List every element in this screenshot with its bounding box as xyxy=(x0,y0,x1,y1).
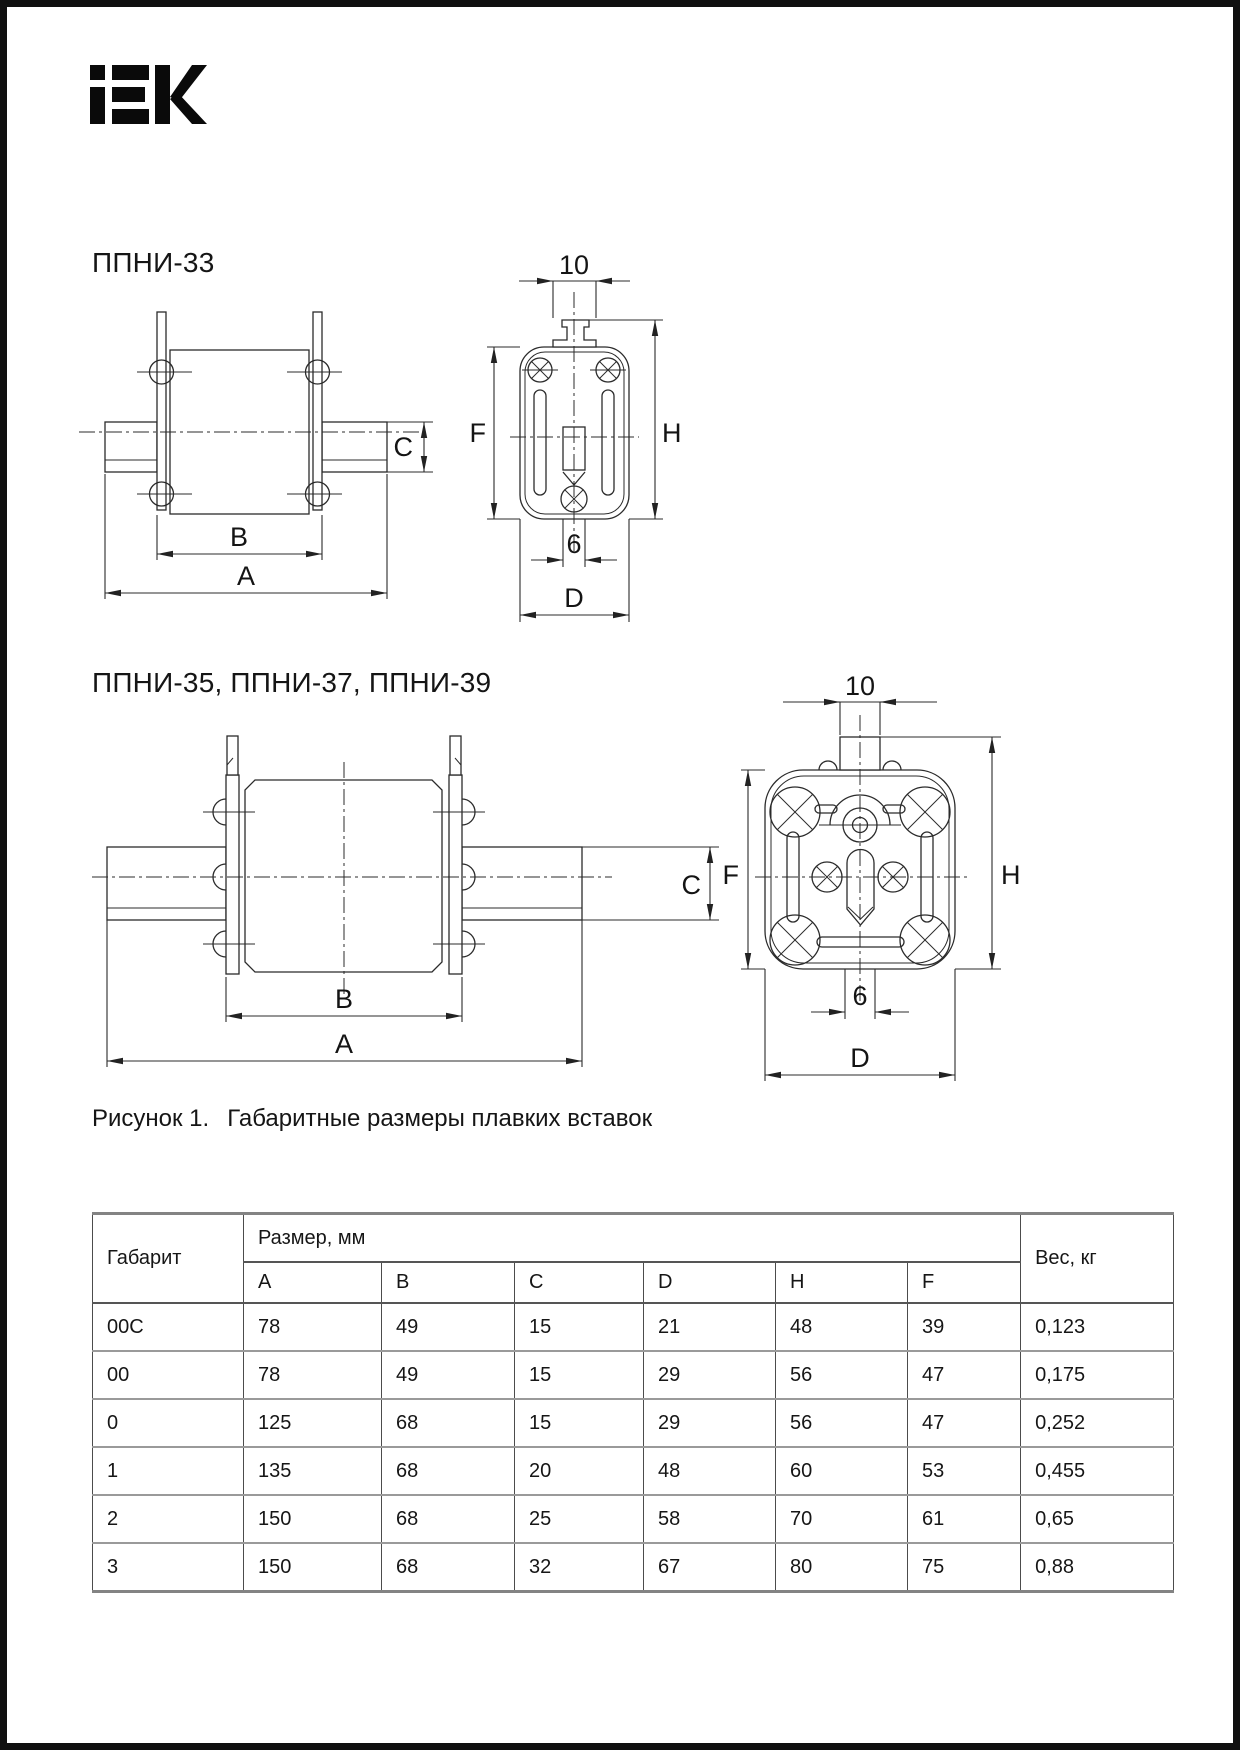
size-cell: 53 xyxy=(908,1447,1021,1495)
size-cell: 58 xyxy=(644,1495,776,1543)
size-cell: 78 xyxy=(244,1351,382,1399)
col-header-h: H xyxy=(776,1262,908,1303)
terminal-left xyxy=(107,847,226,920)
logo-i-dot xyxy=(90,65,105,80)
dim-label-d: D xyxy=(564,583,584,613)
size-cell: 68 xyxy=(382,1543,515,1592)
size-cell: 47 xyxy=(908,1399,1021,1447)
dim-label-c: C xyxy=(393,432,413,462)
logo-k-stem xyxy=(155,65,170,124)
dim-label-h: H xyxy=(1001,860,1021,890)
table-subheader-row xyxy=(93,1262,1174,1303)
dim-label-6: 6 xyxy=(566,529,582,559)
dim-label-h: H xyxy=(662,418,682,448)
size-cell: 70 xyxy=(776,1495,908,1543)
blade-left xyxy=(157,312,166,510)
col-header-a: A xyxy=(244,1262,382,1303)
dim-label-6: 6 xyxy=(852,981,868,1011)
tab-right xyxy=(450,736,461,775)
table-row xyxy=(93,1303,1174,1351)
gabarit-cell: 00C xyxy=(93,1303,244,1351)
iek-logo xyxy=(90,63,210,125)
table-row xyxy=(93,1447,1174,1495)
size-cell: 61 xyxy=(908,1495,1021,1543)
terminal-right xyxy=(322,422,387,472)
figure-caption-number: Рисунок 1. xyxy=(92,1105,210,1132)
section-label-ppni33: ППНИ-33 xyxy=(92,247,215,278)
gabarit-cell: 1 xyxy=(93,1447,244,1495)
logo-e-bar xyxy=(112,65,149,80)
drawing-ppni33 xyxy=(67,222,687,637)
terminal-left xyxy=(105,422,157,472)
size-cell: 56 xyxy=(776,1351,908,1399)
ppni33-front-view xyxy=(470,250,682,622)
gabarit-cell: 0 xyxy=(93,1399,244,1447)
ppni33-side-view xyxy=(79,312,433,599)
dim-label-b: B xyxy=(334,984,354,1014)
size-cell: 21 xyxy=(644,1303,776,1351)
weight-cell: 0,175 xyxy=(1021,1351,1174,1399)
dim-label-f: F xyxy=(722,860,739,890)
size-cell: 68 xyxy=(382,1495,515,1543)
dim-label-b: B xyxy=(229,522,249,552)
size-cell: 47 xyxy=(908,1351,1021,1399)
figure-caption xyxy=(92,1105,652,1133)
size-cell: 125 xyxy=(244,1399,382,1447)
dimensions-table xyxy=(92,1212,1174,1593)
weight-cell: 0,65 xyxy=(1021,1495,1174,1543)
section-label-ppni35: ППНИ-35, ППНИ-37, ППНИ-39 xyxy=(92,667,492,698)
size-cell: 78 xyxy=(244,1303,382,1351)
size-cell: 25 xyxy=(515,1495,644,1543)
size-cell: 49 xyxy=(382,1303,515,1351)
size-cell: 32 xyxy=(515,1543,644,1592)
size-cell: 29 xyxy=(644,1351,776,1399)
tab-left xyxy=(227,736,238,775)
dim-label-a: A xyxy=(334,1029,354,1059)
table-header-row xyxy=(93,1214,1174,1263)
size-cell: 48 xyxy=(644,1447,776,1495)
size-cell: 135 xyxy=(244,1447,382,1495)
size-cell: 75 xyxy=(908,1543,1021,1592)
size-cell: 15 xyxy=(515,1351,644,1399)
blade-right xyxy=(313,312,322,510)
size-cell: 80 xyxy=(776,1543,908,1592)
weight-cell: 0,88 xyxy=(1021,1543,1174,1592)
size-cell: 150 xyxy=(244,1495,382,1543)
size-cell: 49 xyxy=(382,1351,515,1399)
col-header-d: D xyxy=(644,1262,776,1303)
size-cell: 29 xyxy=(644,1399,776,1447)
logo-e-bar xyxy=(112,109,149,124)
col-header-weight: Вес, кг xyxy=(1021,1214,1174,1304)
size-cell: 150 xyxy=(244,1543,382,1592)
col-header-b: B xyxy=(382,1262,515,1303)
col-header-f: F xyxy=(908,1262,1021,1303)
dim-label-10: 10 xyxy=(558,250,590,280)
col-header-c: C xyxy=(515,1262,644,1303)
ppni35-side-view xyxy=(92,736,719,1067)
size-cell: 15 xyxy=(515,1399,644,1447)
col-header-size: Размер, мм xyxy=(244,1214,1021,1263)
size-cell: 39 xyxy=(908,1303,1021,1351)
size-cell: 68 xyxy=(382,1447,515,1495)
table-row xyxy=(93,1543,1174,1592)
table-row xyxy=(93,1495,1174,1543)
size-cell: 15 xyxy=(515,1303,644,1351)
col-header-gabarit: Габарит xyxy=(93,1214,244,1304)
size-cell: 67 xyxy=(644,1543,776,1592)
size-cell: 60 xyxy=(776,1447,908,1495)
size-cell: 68 xyxy=(382,1399,515,1447)
terminal-right xyxy=(462,847,582,920)
weight-cell: 0,123 xyxy=(1021,1303,1174,1351)
gabarit-cell: 00 xyxy=(93,1351,244,1399)
table-row xyxy=(93,1399,1174,1447)
figure-caption-text: Габаритные размеры плавких вставок xyxy=(227,1105,653,1132)
dim-label-c: C xyxy=(681,870,701,900)
logo-i-stem xyxy=(90,87,105,124)
size-cell: 56 xyxy=(776,1399,908,1447)
gabarit-cell: 3 xyxy=(93,1543,244,1592)
dim-label-d: D xyxy=(850,1043,870,1073)
size-cell: 20 xyxy=(515,1447,644,1495)
dim-label-10: 10 xyxy=(844,671,876,701)
drawing-ppni35 xyxy=(67,667,1067,1097)
logo-e-bar xyxy=(112,87,145,102)
dim-label-f: F xyxy=(469,418,486,448)
gabarit-cell: 2 xyxy=(93,1495,244,1543)
dim-label-a: A xyxy=(236,561,256,591)
table-row xyxy=(93,1351,1174,1399)
size-cell: 48 xyxy=(776,1303,908,1351)
weight-cell: 0,252 xyxy=(1021,1399,1174,1447)
logo-k-arm xyxy=(170,93,207,124)
weight-cell: 0,455 xyxy=(1021,1447,1174,1495)
ppni35-front-view xyxy=(723,671,1021,1081)
